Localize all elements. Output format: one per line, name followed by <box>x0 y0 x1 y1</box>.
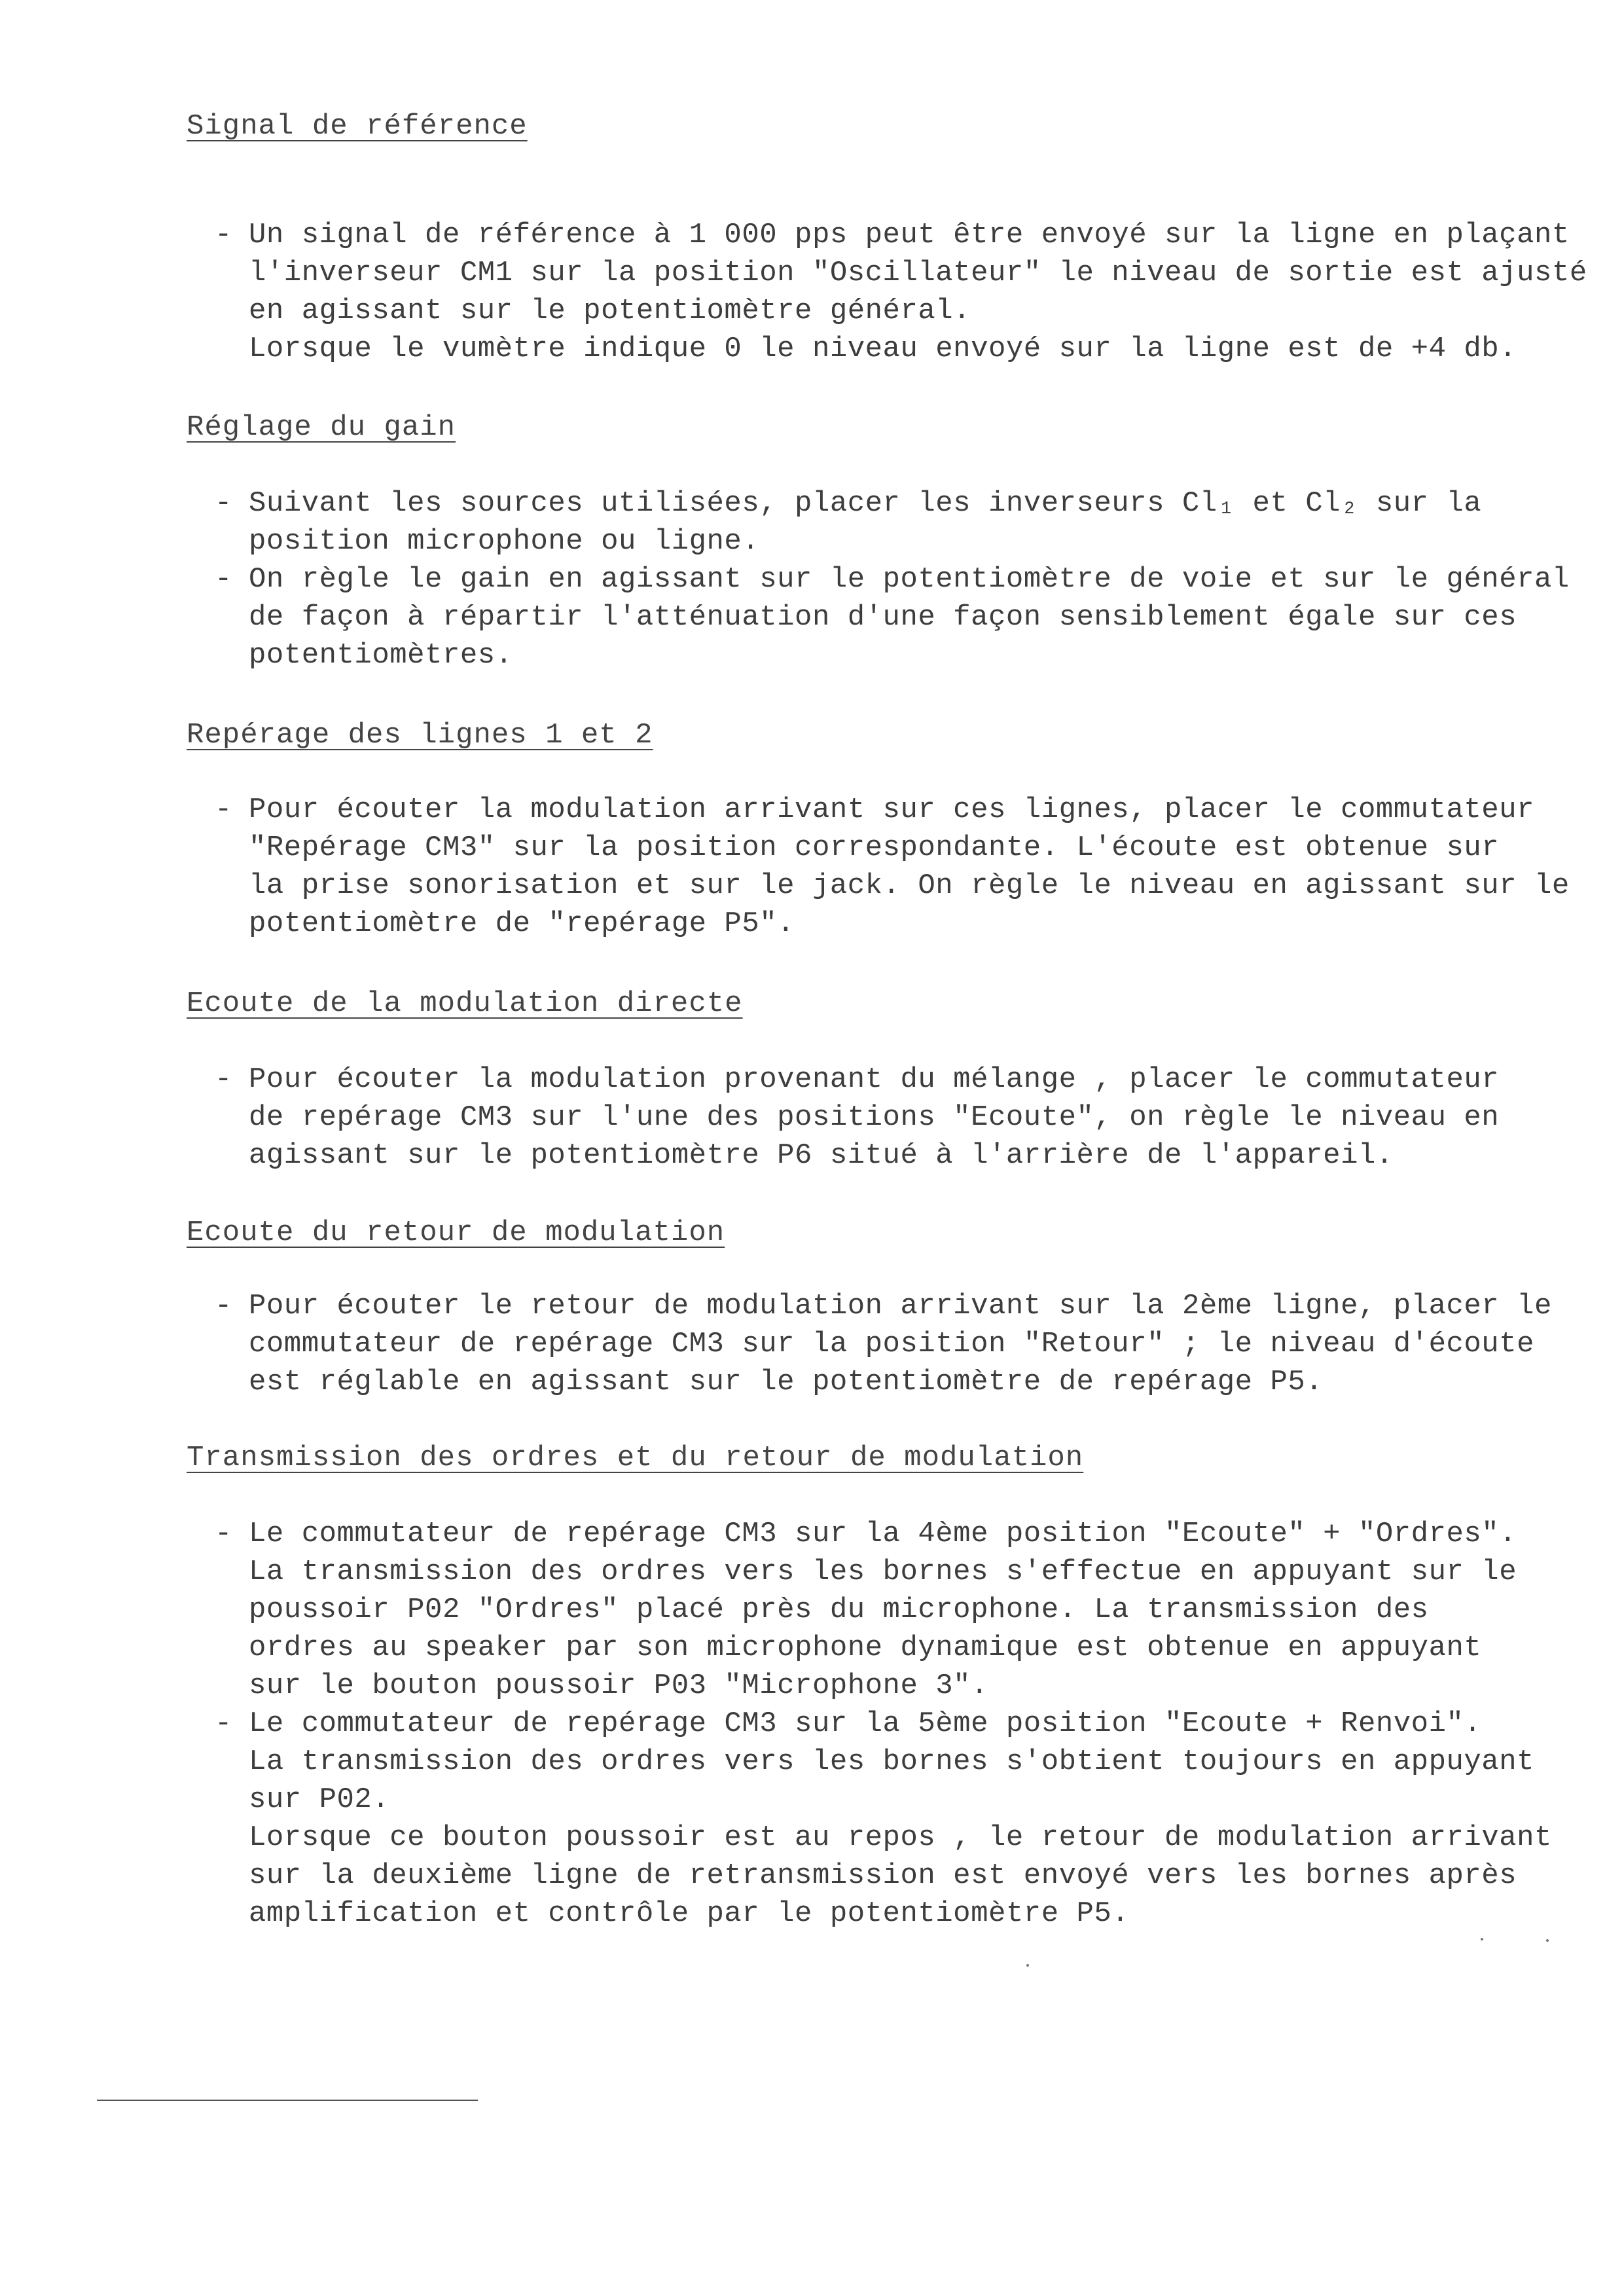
bullet-dash: - <box>215 1518 232 1550</box>
text-line: de façon à répartir l'atténuation d'une façon sensiblement égale sur ces <box>249 601 1517 634</box>
text-line: Lorsque le vumètre indique 0 le niveau envoyé sur la ligne est de +4 db. <box>249 333 1517 365</box>
text-line: l'inverseur CM1 sur la position "Oscillateur" le niveau de sortie est ajusté <box>249 257 1587 289</box>
text-line: On règle le gain en agissant sur le potentiomètre de voie et sur le général <box>249 563 1570 596</box>
section-heading-transmission-ordres: Transmission des ordres et du retour de modulation <box>187 1442 1084 1474</box>
section-heading-ecoute-retour-modulation: Ecoute du retour de modulation <box>187 1216 725 1249</box>
text-line: potentiomètres. <box>249 639 513 672</box>
section-heading-ecoute-modulation-directe: Ecoute de la modulation directe <box>187 987 743 1020</box>
text-line: de repérage CM3 sur l'une des positions "Ecoute", on règle le niveau en <box>249 1101 1500 1134</box>
section-3-item-1 <box>215 791 1570 943</box>
section-4-item-1 <box>215 1061 1545 1175</box>
bullet-dash: - <box>215 219 232 251</box>
text-line: "Repérage CM3" sur la position correspondante. L'écoute est obtenue sur <box>249 831 1500 864</box>
scan-speck <box>1546 1939 1549 1942</box>
text-line: Pour écouter la modulation provenant du mélange , placer le commutateur <box>249 1063 1500 1096</box>
text-line: Un signal de référence à 1 000 pps peut être envoyé sur la ligne en plaçant <box>249 219 1570 251</box>
text-line: Le commutateur de repérage CM3 sur la 5ème position "Ecoute + Renvoi". <box>249 1707 1482 1740</box>
section-6-item-1 <box>215 1515 1545 1705</box>
scan-speck <box>1481 1938 1483 1941</box>
text-line: potentiomètre de "repérage P5". <box>249 907 795 940</box>
text-line: Lorsque ce bouton poussoir est au repos , le retour de modulation arrivant <box>249 1821 1552 1854</box>
text-line: amplification et contrôle par le potentiomètre P5. <box>249 1897 1130 1930</box>
section-heading-signal-reference: Signal de référence <box>187 110 528 143</box>
text-line: sur la deuxième ligne de retransmission est envoyé vers les bornes après <box>249 1859 1517 1892</box>
text-line: La transmission des ordres vers les bornes s'obtient toujours en appuyant <box>249 1745 1535 1778</box>
section-heading-reglage-gain: Réglage du gain <box>187 411 456 444</box>
text-line: La transmission des ordres vers les bornes s'effectue en appuyant sur le <box>249 1556 1517 1588</box>
scan-speck <box>1026 1964 1029 1967</box>
section-6-item-2 <box>215 1705 1552 1933</box>
text-line: sur P02. <box>249 1783 390 1816</box>
bullet-dash: - <box>215 1063 232 1096</box>
bullet-dash: - <box>215 793 232 826</box>
text-line: Pour écouter la modulation arrivant sur ces lignes, placer le commutateur <box>249 793 1535 826</box>
section-2-item-1 <box>215 484 1545 560</box>
text-line: en agissant sur le potentiomètre général. <box>249 295 971 327</box>
text-line: position microphone ou ligne. <box>249 525 760 558</box>
text-line: poussoir P02 "Ordres" placé près du microphone. La transmission des <box>249 1594 1429 1626</box>
text-line: commutateur de repérage CM3 sur la position "Retour" ; le niveau d'écoute <box>249 1328 1535 1360</box>
section-1-item-1 <box>215 216 1587 368</box>
text-line: est réglable en agissant sur le potentiomètre de repérage P5. <box>249 1366 1324 1398</box>
footnote-separator <box>97 2100 478 2101</box>
text-line: Pour écouter le retour de modulation arrivant sur la 2ème ligne, placer le <box>249 1290 1552 1322</box>
text-line: Suivant les sources utilisées, placer les inverseurs Cl₁ et Cl₂ sur la <box>249 487 1482 520</box>
text-line: agissant sur le potentiomètre P6 situé à l'arrière de l'appareil. <box>249 1139 1394 1172</box>
text-line: la prise sonorisation et sur le jack. On règle le niveau en agissant sur le <box>249 869 1570 902</box>
section-5-item-1 <box>215 1287 1552 1401</box>
bullet-dash: - <box>215 1707 232 1740</box>
text-line: Le commutateur de repérage CM3 sur la 4ème position "Ecoute" + "Ordres". <box>249 1518 1517 1550</box>
text-line: sur le bouton poussoir P03 "Microphone 3". <box>249 1669 988 1702</box>
section-2-item-2 <box>215 560 1570 674</box>
bullet-dash: - <box>215 563 232 596</box>
bullet-dash: - <box>215 1290 232 1322</box>
bullet-dash: - <box>215 487 232 520</box>
text-line: ordres au speaker par son microphone dynamique est obtenue en appuyant <box>249 1631 1482 1664</box>
section-heading-reperage-lignes: Repérage des lignes 1 et 2 <box>187 719 653 752</box>
